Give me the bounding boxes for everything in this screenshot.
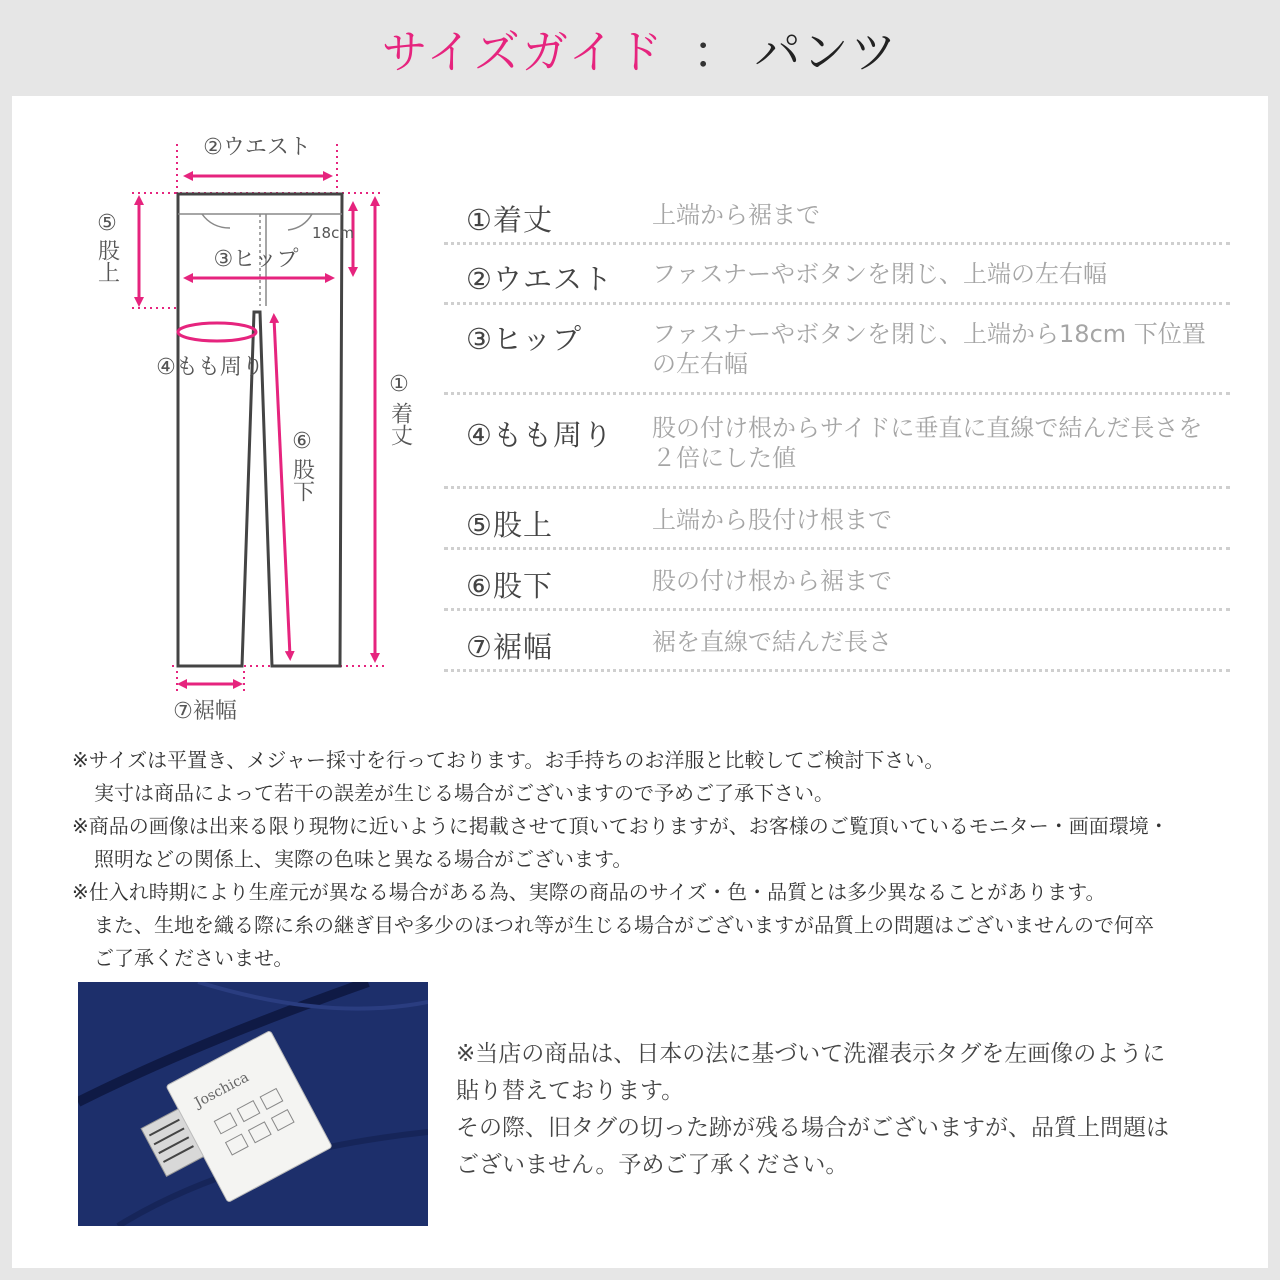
measurement-row <box>444 550 1230 611</box>
row-name: ⑤股上 <box>466 508 553 542</box>
measurement-row <box>444 489 1230 550</box>
label-waist: ②ウエスト <box>203 135 311 160</box>
laundry-tag-photo <box>78 982 428 1226</box>
title-category: パンツ <box>754 25 899 79</box>
note-line: 実寸は商品によって若干の誤差が生じる場合がございますので予めご了承下さい。 <box>94 781 834 805</box>
page-title <box>0 22 1280 82</box>
note-line: ※サイズは平置き、メジャー採寸を行っております。お手持ちのお洋服と比較してご検討下さい。 <box>72 748 945 772</box>
note-line: 照明などの関係上、実際の色味と異なる場合がございます。 <box>94 847 633 871</box>
row-name: ②ウエスト <box>466 262 613 296</box>
label-hem: ⑦裾幅 <box>173 699 237 724</box>
measurement-row <box>444 395 1230 489</box>
tag-note-line: その際、旧タグの切った跡が残る場合がございますが、品質上問題は <box>456 1115 1169 1141</box>
row-desc: 股の付け根から裾まで <box>652 567 892 595</box>
tag-brand: Joschica <box>192 1069 252 1112</box>
measurement-row <box>444 190 1230 245</box>
row-desc: 裾を直線で結んだ長さ <box>652 628 892 656</box>
header <box>0 0 1280 92</box>
measurement-row <box>444 305 1230 395</box>
tag-note-line: ございません。予めご了承ください。 <box>456 1152 849 1178</box>
pants-diagram <box>12 96 432 736</box>
measurement-row <box>444 245 1230 305</box>
tag-replacement-note <box>456 1036 1236 1184</box>
note-line: ※仕入れ時期により生産元が異なる場合がある為、実際の商品のサイズ・色・品質とは多少異なることがあります。 <box>72 880 1106 904</box>
row-desc: ファスナーやボタンを閉じ、上端の左右幅 <box>652 260 1108 288</box>
label-rise-text: 股上 <box>94 239 120 283</box>
row-name: ①着丈 <box>466 203 553 237</box>
title-size-guide: サイズガイド <box>381 25 665 79</box>
laundry-tag-illustration <box>78 982 428 1226</box>
tag-note-line: ※当店の商品は、日本の法に基づいて洗濯表示タグを左画像のように <box>456 1041 1166 1067</box>
note-line: また、生地を織る際に糸の継ぎ目や多少のほつれ等が生じる場合がございますが品質上の問題はございませんので何卒 <box>94 913 1154 937</box>
row-desc: 上端から股付け根まで <box>652 506 892 534</box>
row-name: ⑦裾幅 <box>466 630 553 664</box>
disclaimer-notes <box>72 744 1262 975</box>
label-18cm: 18cm <box>312 224 354 242</box>
label-inseam-num: ⑥ <box>292 429 312 454</box>
label-inseam-text: 股下 <box>289 458 315 502</box>
row-desc: ファスナーやボタンを閉じ、上端から18cm 下位置の左右幅 <box>652 320 1206 378</box>
label-thigh: ④もも周り <box>156 355 264 380</box>
row-desc: 股の付け根からサイドに垂直に直線で結んだ長さを ２倍にした値 <box>652 414 1203 472</box>
tag-note-line: 貼り替えております。 <box>456 1078 685 1104</box>
label-length-num: ① <box>389 372 409 397</box>
content-panel <box>12 96 1268 1268</box>
note-line: ※商品の画像は出来る限り現物に近いように掲載させて頂いておりますが、お客様のご覧頂いているモニター・画面環境・ <box>72 814 1169 838</box>
label-length-text: 着丈 <box>387 402 413 446</box>
label-hip: ③ヒップ <box>213 247 299 272</box>
row-desc: 上端から裾まで <box>652 201 820 229</box>
row-name: ③ヒップ <box>466 322 583 356</box>
row-name: ⑥股下 <box>466 569 553 603</box>
note-line: ご了承くださいませ。 <box>94 946 294 970</box>
measurement-row <box>444 611 1230 672</box>
row-name: ④もも周り <box>466 418 613 452</box>
title-separator: ： <box>692 25 741 79</box>
measurement-table <box>444 190 1230 672</box>
label-rise-num: ⑤ <box>97 211 117 236</box>
